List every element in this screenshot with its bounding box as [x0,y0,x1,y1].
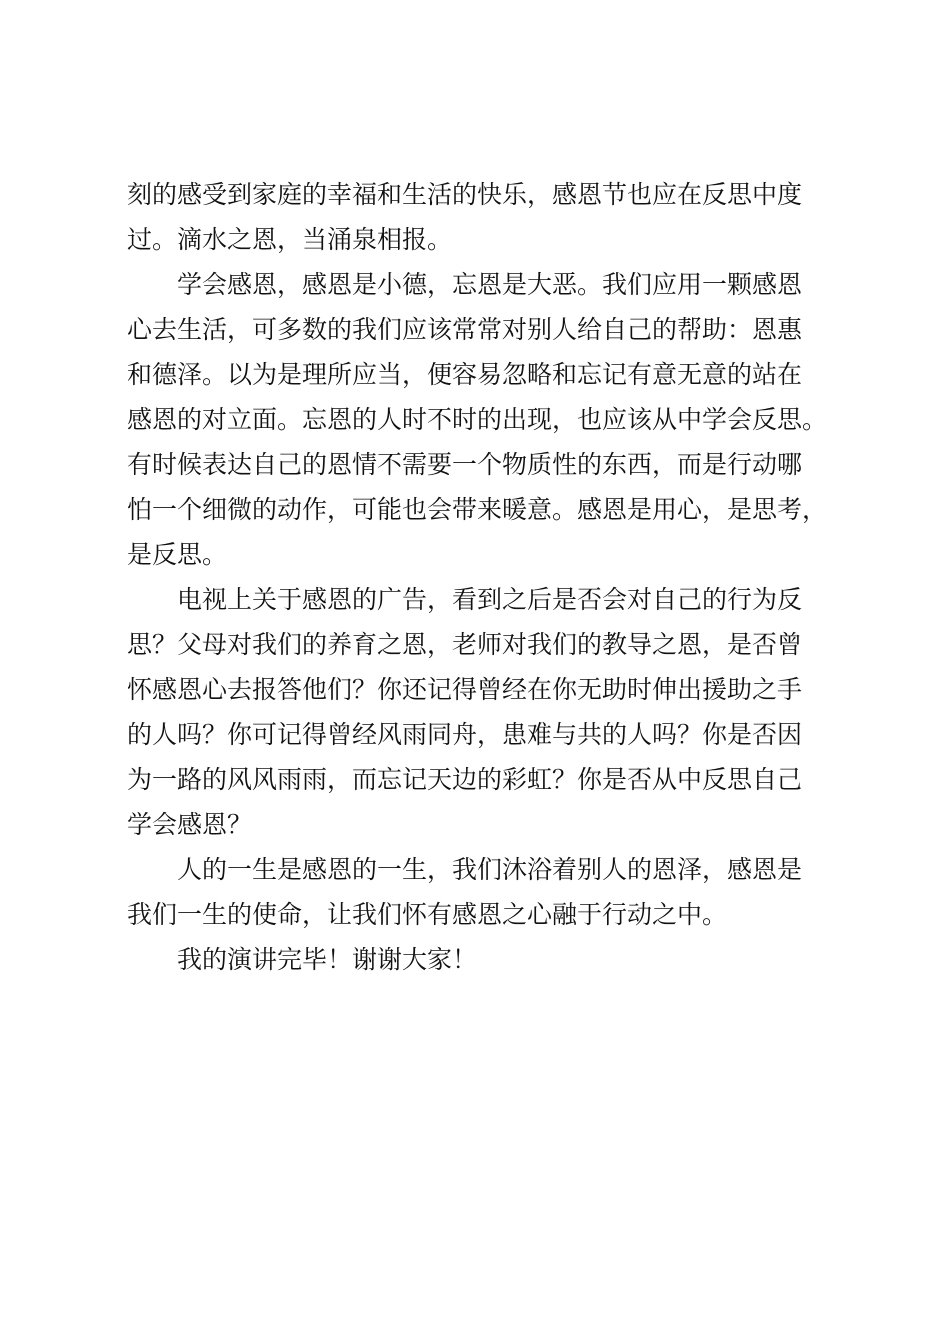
paragraph-4 [127,847,842,937]
text-line: 为一路的风风雨雨，而忘记天边的彩虹？你是否从中反思自己 [127,765,803,794]
text-line: 过。滴水之恩，当涌泉相报。 [127,225,453,254]
text-line: 的人吗？你可记得曾经风雨同舟，患难与共的人吗？你是否因 [127,720,803,749]
text-line: 学会感恩？ [127,810,253,839]
text-line: 和德泽。以为是理所应当，便容易忽略和忘记有意无意的站在 [127,360,803,389]
paragraph-1 [127,172,842,262]
text-line: 我们一生的使命，让我们怀有感恩之心融于行动之中。 [127,900,728,929]
text-line: 思？父母对我们的养育之恩，老师对我们的教导之恩，是否曾 [127,630,803,659]
text-line: 电视上关于感恩的广告，看到之后是否会对自己的行为反 [177,585,803,614]
text-line: 刻的感受到家庭的幸福和生活的快乐，感恩节也应在反思中度 [127,180,803,209]
text-line: 心去生活，可多数的我们应该常常对别人给自己的帮助：恩惠 [127,315,803,344]
text-line: 学会感恩，感恩是小德，忘恩是大恶。我们应用一颗感恩 [177,270,803,299]
text-line: 人的一生是感恩的一生，我们沐浴着别人的恩泽，感恩是 [177,855,803,884]
speech-body [127,172,842,982]
paragraph-5 [127,937,842,982]
closing-line: 我的演讲完毕！谢谢大家！ [177,945,478,974]
paragraph-2 [127,262,842,577]
text-line: 怀感恩心去报答他们？你还记得曾经在你无助时伸出援助之手 [127,675,803,704]
paragraph-3 [127,577,842,847]
text-line: 感恩的对立面。忘恩的人时不时的出现，也应该从中学会反思。 [127,405,828,434]
text-line: 怕一个细微的动作，可能也会带来暖意。感恩是用心，是思考， [127,495,828,524]
text-line: 有时候表达自己的恩情不需要一个物质性的东西，而是行动哪 [127,450,803,479]
text-line: 是反思。 [127,540,228,569]
